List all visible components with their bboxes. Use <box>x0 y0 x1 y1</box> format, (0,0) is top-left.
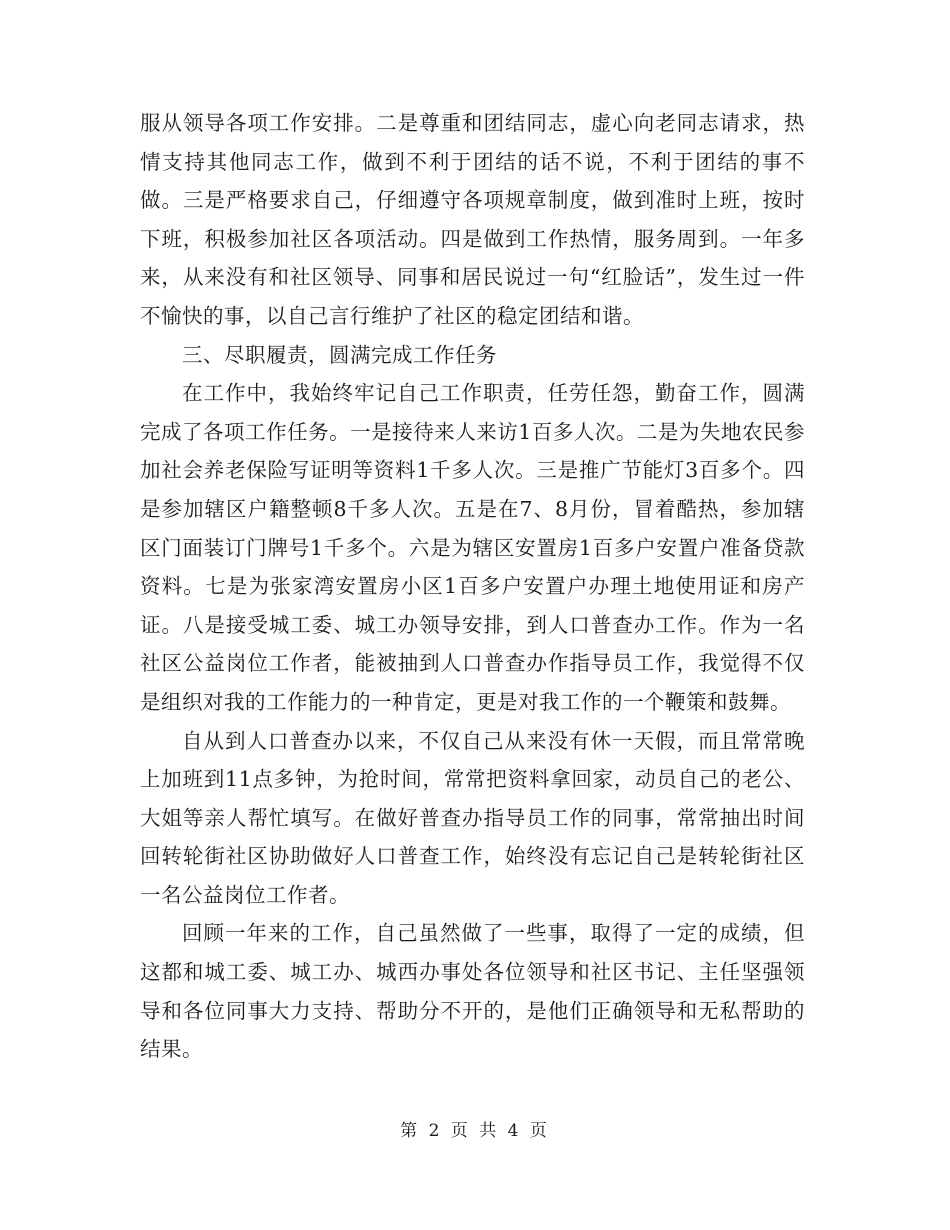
paragraph-continuation: 服从领导各项工作安排。二是尊重和团结同志，虚心向老同志请求，热情支持其他同志工作，做到不利于团结的话不说，不利于团结的事不做。三是严格要求自己，仔细遵守各项规章制度，做到准时上班，按时下班，积极参加社区各项活动。四是做到工作热情，服务周到。一年多来，从来没有和社区领导、同事和居民说过一句“红脸话”，发生过一件不愉快的事，以自己言行维护了社区的稳定团结和谐。 <box>140 111 805 328</box>
paragraph-census: 自从到人口普查办以来，不仅自己从来没有休一天假，而且常常晚上加班到11点多钟，为抢时间，常常把资料拿回家，动员自己的老公、大姐等亲人帮忙填写。在做好普查办指导员工作的同事，常常抽出时间回转轮街社区协助做好人口普查工作，始终没有忘记自己是转轮街社区一名公益岗位工作者。 <box>140 728 805 907</box>
paragraph-tasks: 在工作中，我始终牢记自己工作职责，任劳任怨，勤奋工作，圆满完成了各项工作任务。一是接待来人来访1百多人次。二是为失地农民参加社会养老保险写证明等资料1千多人次。三是推广节能灯3百多个。四是参加辖区户籍整顿8千多人次。五是在7、8月份，冒着酷热，参加辖区门面装订门牌号1千多个。六是为辖区安置房1百多户安置户准备贷款资料。七是为张家湾安置房小区1百多户安置户办理土地使用证和房产证。八是接受城工委、城工办领导安排，到人口普查办工作。作为一名社区公益岗位工作者，能被抽到人口普查办作指导员工作，我觉得不仅是组织对我的工作能力的一种肯定，更是对我工作的一个鞭策和鼓舞。 <box>140 381 805 714</box>
section-heading: 三、尽职履责，圆满完成工作任务 <box>182 342 497 367</box>
page-number-footer: 第 2 页 共 4 页 <box>400 1121 550 1141</box>
paragraph-review: 回顾一年来的工作，自己虽然做了一些事，取得了一定的成绩，但这都和城工委、城工办、城西办事处各位领导和社区书记、主任坚强领导和各位同事大力支持、帮助分不开的，是他们正确领导和无私帮助的结果。 <box>140 921 805 1062</box>
document-body <box>140 104 805 1069</box>
